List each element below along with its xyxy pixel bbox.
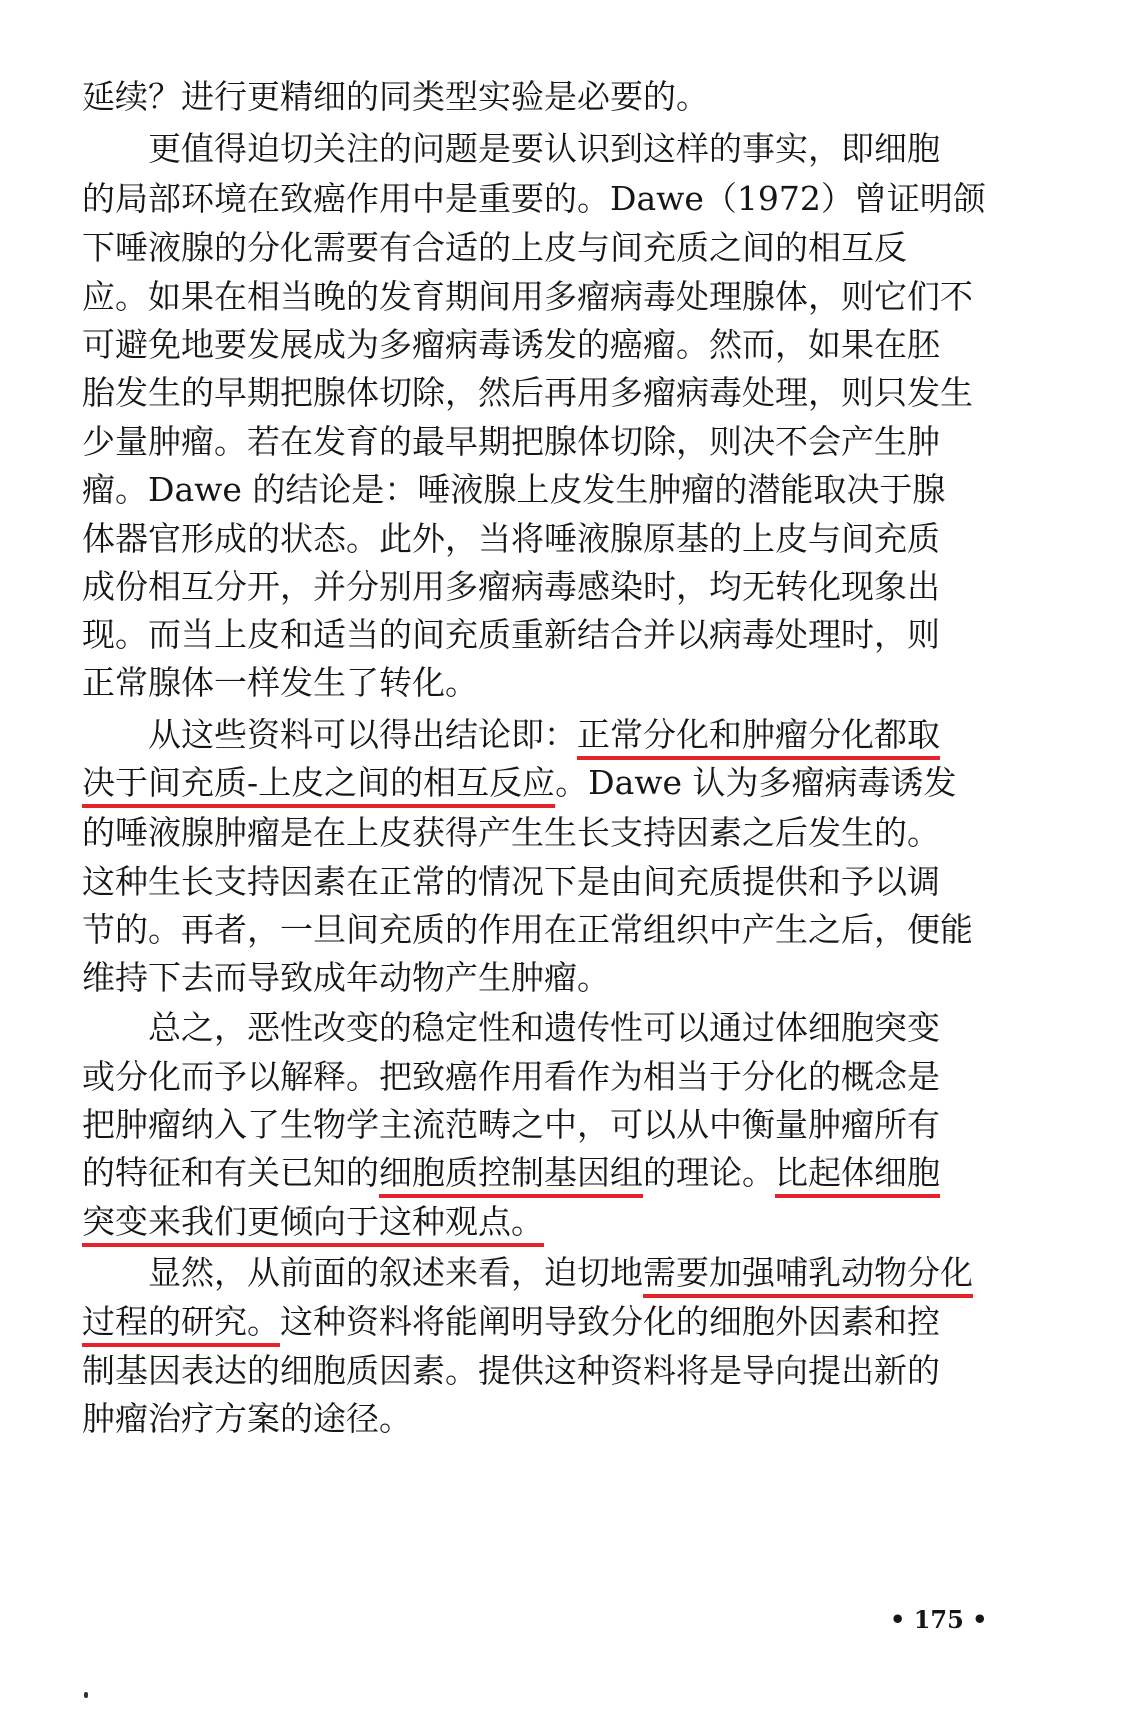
text-line: [0, 318, 1126, 372]
text-span: 肿瘤治疗方案的途径。: [82, 1399, 412, 1438]
highlighted-text: 过程的研究。: [82, 1302, 280, 1341]
text-line: [0, 951, 1126, 1005]
text-span: 的特征和有关已知的: [82, 1153, 379, 1192]
text-line: [0, 1246, 1126, 1300]
text-span: 的唾液腺肿瘤是在上皮获得产生生长支持因素之后发生的。: [82, 813, 940, 852]
text-line: [0, 656, 1126, 710]
text-line: [0, 512, 1126, 566]
text-line: [0, 270, 1126, 324]
text-span: 更值得迫切关注的问题是要认识到这样的事实，即细胞: [148, 129, 940, 168]
text-span: 这种资料将能阐明导致分化的细胞外因素和控: [280, 1302, 940, 1341]
text-span: 这种生长支持因素在正常的情况下是由间充质提供和予以调: [82, 862, 940, 901]
text-span: 。Dawe 认为多瘤病毒诱发: [555, 763, 957, 802]
highlighted-text: 突变来我们更倾向于这种观点。: [82, 1202, 544, 1241]
text-line: [0, 1392, 1126, 1446]
stray-mark: [84, 1692, 88, 1698]
text-span: 的理论。: [643, 1153, 775, 1192]
text-line: [0, 1050, 1126, 1104]
text-line: [0, 1001, 1126, 1055]
highlighted-text: 正常分化和肿瘤分化都取: [577, 715, 940, 754]
text-span: 的局部环境在致癌作用中是重要的。Dawe（1972）曾证明颌: [82, 179, 986, 218]
text-span: 显然，从前面的叙述来看，迫切地: [148, 1253, 643, 1292]
text-line: [0, 1098, 1126, 1152]
text-span: 从这些资料可以得出结论即：: [148, 715, 577, 754]
text-span: 节的。再者，一旦间充质的作用在正常组织中产生之后，便能: [82, 910, 973, 949]
text-line: [0, 172, 1126, 226]
highlighted-text: 需要加强哺乳动物分化: [643, 1253, 973, 1292]
text-span: 应。如果在相当晚的发育期间用多瘤病毒处理腺体，则它们不: [82, 277, 973, 316]
highlighted-text: 细胞质控制基因组: [379, 1153, 643, 1192]
text-line: [0, 1146, 1126, 1200]
highlighted-text: 决于间充质-上皮之间的相互反应: [82, 763, 556, 802]
text-line: [0, 1195, 1126, 1249]
text-span: 把肿瘤纳入了生物学主流范畴之中，可以从中衡量肿瘤所有: [82, 1105, 940, 1144]
text-line: [0, 122, 1126, 176]
text-line: [0, 560, 1126, 614]
text-span: 制基因表达的细胞质因素。提供这种资料将是导向提出新的: [82, 1351, 940, 1390]
text-line: [0, 463, 1126, 517]
text-span: 可避免地要发展成为多瘤病毒诱发的癌瘤。然而，如果在胚: [82, 325, 940, 364]
text-line: [0, 855, 1126, 909]
text-span: 胎发生的早期把腺体切除，然后再用多瘤病毒处理，则只发生: [82, 373, 973, 412]
text-line: [0, 708, 1126, 762]
text-line: [0, 1295, 1126, 1349]
text-line: [0, 366, 1126, 420]
text-line: [0, 806, 1126, 860]
text-span: 成份相互分开，并分别用多瘤病毒感染时，均无转化现象出: [82, 567, 940, 606]
text-line: [0, 903, 1126, 957]
text-span: 现。而当上皮和适当的间充质重新结合并以病毒处理时，则: [82, 615, 940, 654]
text-span: 维持下去而导致成年动物产生肿瘤。: [82, 958, 610, 997]
text-line: [0, 756, 1126, 810]
text-span: 体器官形成的状态。此外，当将唾液腺原基的上皮与间充质: [82, 519, 940, 558]
text-span: 下唾液腺的分化需要有合适的上皮与间充质之间的相互反: [82, 228, 907, 267]
text-line: [0, 70, 1126, 124]
text-span: 或分化而予以解释。把致癌作用看作为相当于分化的概念是: [82, 1057, 940, 1096]
text-span: 总之，恶性改变的稳定性和遗传性可以通过体细胞突变: [148, 1008, 940, 1047]
highlighted-text: 比起体细胞: [775, 1153, 940, 1192]
text-span: 延续？进行更精细的同类型实验是必要的。: [82, 77, 709, 116]
text-line: [0, 221, 1126, 275]
page-number: • 175 •: [890, 1605, 988, 1634]
text-span: 正常腺体一样发生了转化。: [82, 663, 478, 702]
text-span: 少量肿瘤。若在发育的最早期把腺体切除，则决不会产生肿: [82, 422, 940, 461]
text-span: 瘤。Dawe 的结论是：唾液腺上皮发生肿瘤的潜能取决于腺: [82, 470, 946, 509]
text-line: [0, 415, 1126, 469]
text-line: [0, 608, 1126, 662]
text-line: [0, 1344, 1126, 1398]
